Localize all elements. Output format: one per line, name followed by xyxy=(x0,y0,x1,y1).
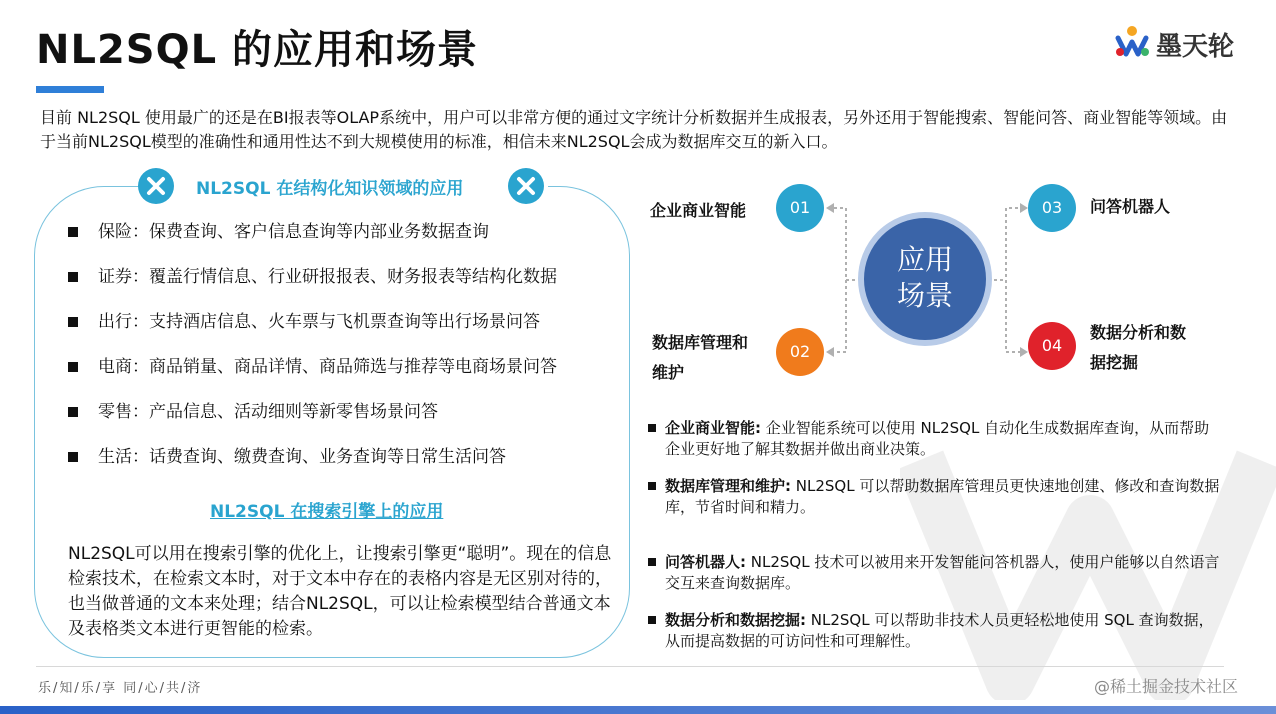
node-label-db-line1: 数据库管理和 xyxy=(652,333,749,352)
industry-list xyxy=(68,220,628,490)
square-bullet-icon xyxy=(68,272,78,282)
list-item: 出行：支持酒店信息、火车票与飞机票查询等出行场景问答 xyxy=(68,310,628,355)
title-underline xyxy=(36,86,104,93)
list-item: 保险：保费查询、客户信息查询等内部业务数据查询 xyxy=(68,220,628,265)
square-bullet-icon xyxy=(648,424,656,432)
node-label-db-line2: 维护 xyxy=(652,363,685,382)
panel-title: NL2SQL 在结构化知识领域的应用 xyxy=(196,179,464,199)
page-title: NL2SQL 的应用和场景 xyxy=(36,27,479,73)
description-da: 数据分析和数据挖掘: NL2SQL 可以帮助非技术人员更轻松地使用 SQL 查询数据，从而提高数据的可访问性和可理解性。 xyxy=(648,610,1220,652)
footer-slogan: 乐/知/乐/享 同/心/共/济 xyxy=(38,681,203,696)
square-bullet-icon xyxy=(68,317,78,327)
bottom-accent-bar xyxy=(0,706,1276,714)
square-bullet-icon xyxy=(68,407,78,417)
description-bi: 企业商业智能: 企业智能系统可以使用 NL2SQL 自动化生成数据库查询，从而帮助企业更好地了解其数据并做出商业决策。 xyxy=(648,418,1220,460)
intro-paragraph: 目前 NL2SQL 使用最广的还是在BI报表等OLAP系统中，用户可以非常方便的通过文字统计分析数据并生成报表，另外还用于智能搜索、智能问答、商业智能等领域。由于当前NL2SQL模型的准确性和通用性达不到大规模使用的标准，相信未来NL2SQL会成为数据库交互的新入口。 xyxy=(40,108,1228,151)
node-label-bi: 企业商业智能 xyxy=(650,201,747,220)
logo-text: 墨天轮 xyxy=(1156,32,1235,62)
node-label-da-line2: 据挖掘 xyxy=(1090,353,1139,372)
search-engine-subtitle: NL2SQL 在搜索引擎上的应用 xyxy=(210,502,444,522)
logo xyxy=(1112,22,1242,66)
node-01-circle: 01 xyxy=(776,184,824,232)
node-label-qa: 问答机器人 xyxy=(1090,197,1171,216)
square-bullet-icon xyxy=(648,558,656,566)
application-diagram xyxy=(640,170,1240,410)
list-item: 零售：产品信息、活动细则等新零售场景问答 xyxy=(68,400,628,445)
list-item: 生活：话费查询、缴费查询、业务查询等日常生活问答 xyxy=(68,445,628,490)
center-circle: 应用 场景 xyxy=(858,212,992,346)
node-04-circle: 04 xyxy=(1028,322,1076,370)
motianlun-logo-icon xyxy=(1112,22,1152,62)
cross-icon xyxy=(138,168,174,204)
node-03-circle: 03 xyxy=(1028,184,1076,232)
cross-icon xyxy=(508,168,544,204)
description-db: 数据库管理和维护: NL2SQL 可以帮助数据库管理员更快速地创建、修改和查询数据库，节省时间和精力。 xyxy=(648,476,1220,518)
search-engine-paragraph: NL2SQL可以用在搜索引擎的优化上，让搜索引擎更“聪明”。现在的信息检索技术，在检索文本时，对于文本中存在的表格内容是无区别对待的，也当做普通的文本来处理；结合NL2SQL，可以让检索模型结合普通文本及表格类文本进行更智能的检索。 xyxy=(68,544,612,639)
footer-watermark-text: @稀土掘金技术社区 xyxy=(1094,677,1239,696)
square-bullet-icon xyxy=(68,362,78,372)
background-watermark-icon xyxy=(900,400,1276,700)
node-02-circle: 02 xyxy=(776,328,824,376)
square-bullet-icon xyxy=(648,482,656,490)
description-qa: 问答机器人: NL2SQL 技术可以被用来开发智能问答机器人，使用户能够以自然语言交互来查询数据库。 xyxy=(648,552,1220,594)
square-bullet-icon xyxy=(68,452,78,462)
square-bullet-icon xyxy=(648,616,656,624)
square-bullet-icon xyxy=(68,227,78,237)
node-label-da-line1: 数据分析和数 xyxy=(1090,323,1187,342)
list-item: 证券：覆盖行情信息、行业研报报表、财务报表等结构化数据 xyxy=(68,265,628,310)
footer-divider xyxy=(36,666,1224,667)
list-item: 电商：商品销量、商品详情、商品筛选与推荐等电商场景问答 xyxy=(68,355,628,400)
